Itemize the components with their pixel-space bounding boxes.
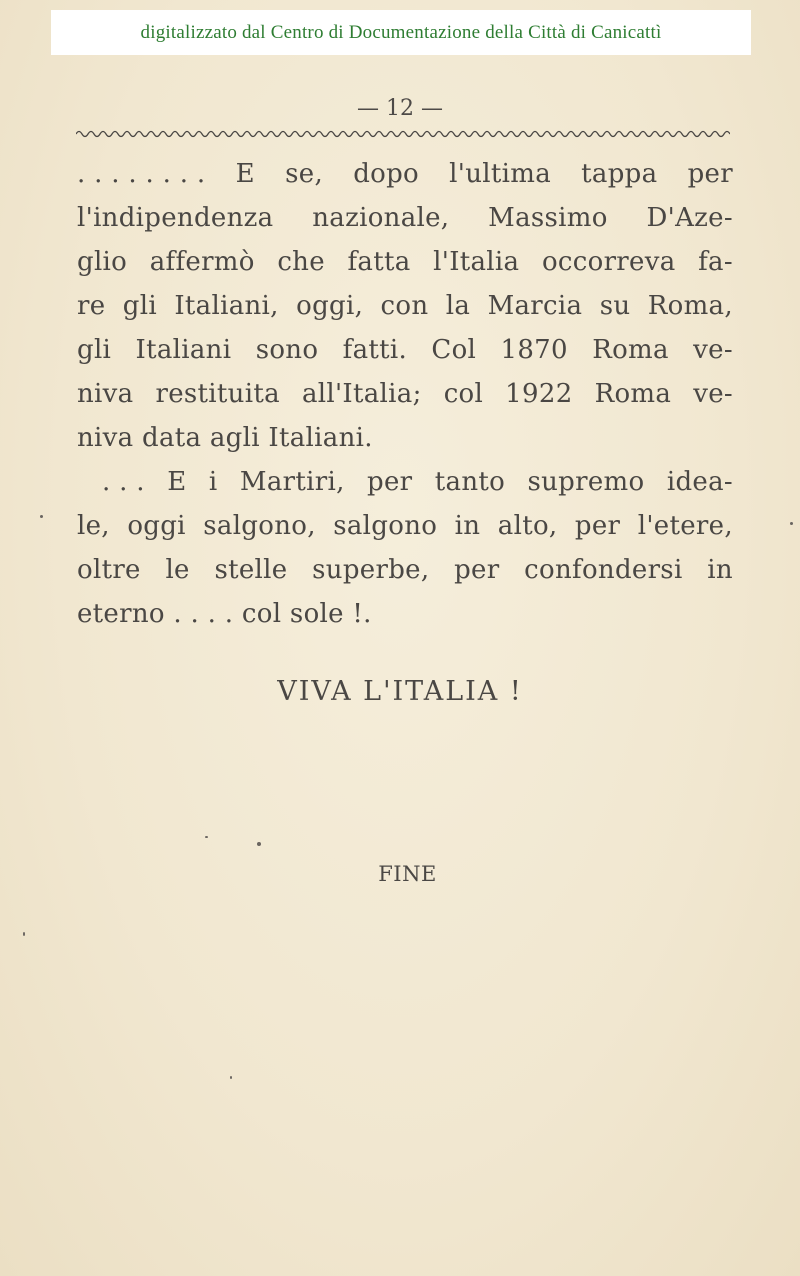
word: fatti. — [342, 335, 408, 365]
word: tanto — [434, 467, 506, 497]
word: . . . . . . . . — [77, 159, 206, 189]
word: superbe, — [312, 555, 430, 585]
word: in — [454, 511, 481, 541]
word: per — [574, 511, 621, 541]
word: nazionale, — [312, 203, 450, 233]
text-line — [77, 372, 733, 416]
text-line — [77, 196, 733, 240]
word: all'Italia; — [301, 379, 422, 409]
word: sono — [255, 335, 319, 365]
word: su — [599, 291, 631, 321]
word: stelle — [214, 555, 288, 585]
word: oltre — [77, 555, 141, 585]
word: salgono — [333, 511, 438, 541]
text-line: niva data agli Italiani. — [77, 423, 373, 453]
word: . . . — [102, 467, 145, 497]
word: oggi — [127, 511, 186, 541]
word: se, — [285, 159, 324, 189]
word: in — [707, 555, 733, 585]
word: Italiani — [135, 335, 232, 365]
word: col — [443, 379, 484, 409]
word: ve- — [693, 379, 733, 409]
word: l'Italia — [433, 247, 520, 277]
word: oggi, — [296, 291, 364, 321]
text-line — [77, 504, 733, 548]
text-line — [77, 152, 733, 196]
word: Roma — [592, 335, 669, 365]
word: gli — [77, 335, 112, 365]
word: restituita — [155, 379, 280, 409]
word: alto, — [497, 511, 558, 541]
word: Marcia — [487, 291, 583, 321]
text-line — [77, 284, 733, 328]
word: per — [454, 555, 500, 585]
word: fa- — [698, 247, 733, 277]
word: con — [380, 291, 429, 321]
text-line — [77, 328, 733, 372]
word: confondersi — [524, 555, 683, 585]
word: tappa — [581, 159, 658, 189]
word: Roma — [594, 379, 672, 409]
paper-speck — [40, 515, 43, 518]
end-mark: FINE — [378, 862, 437, 886]
word: dopo — [353, 159, 419, 189]
word: gli — [122, 291, 157, 321]
word: che — [277, 247, 325, 277]
word: per — [687, 159, 733, 189]
word: E — [235, 159, 255, 189]
wavy-rule-divider — [76, 128, 730, 140]
text-line: eterno . . . . col sole !. — [77, 599, 372, 629]
word: E — [167, 467, 187, 497]
word: ve- — [693, 335, 733, 365]
word: Italiani, — [174, 291, 279, 321]
paper-speck — [230, 1076, 232, 1079]
word: la — [445, 291, 471, 321]
word: occorreva — [541, 247, 676, 277]
word: l'etere, — [637, 511, 733, 541]
word: niva — [77, 379, 134, 409]
text-line — [77, 460, 733, 504]
word: l'ultima — [449, 159, 551, 189]
word: glio — [77, 247, 128, 277]
page-number: — 12 — — [357, 96, 443, 121]
word: i — [208, 467, 218, 497]
word: Roma, — [647, 291, 733, 321]
paper-speck — [257, 842, 261, 846]
closing-exclamation: VIVA L'ITALIA ! — [277, 676, 523, 707]
banner-text: digitalizzato dal Centro di Documentazione della Città di Canicattì — [140, 21, 662, 43]
word: D'Aze- — [646, 203, 733, 233]
paper-speck — [790, 522, 793, 525]
text-line — [77, 240, 733, 284]
body-text — [77, 152, 733, 636]
word: salgono, — [203, 511, 316, 541]
digitization-banner — [51, 10, 751, 55]
word: per — [367, 467, 413, 497]
word: Massimo — [488, 203, 608, 233]
word: affermò — [149, 247, 255, 277]
word: l'indipendenza — [77, 203, 274, 233]
word: Martiri, — [239, 467, 345, 497]
word: 1870 — [500, 335, 568, 365]
word: le — [165, 555, 190, 585]
word: 1922 — [505, 379, 573, 409]
word: re — [77, 291, 106, 321]
paper-speck — [205, 836, 208, 838]
word: fatta — [347, 247, 411, 277]
word: idea- — [666, 467, 733, 497]
paper-speck — [23, 932, 25, 936]
text-line — [77, 548, 733, 592]
word: Col — [431, 335, 477, 365]
word: supremo — [527, 467, 645, 497]
word: le, — [77, 511, 110, 541]
